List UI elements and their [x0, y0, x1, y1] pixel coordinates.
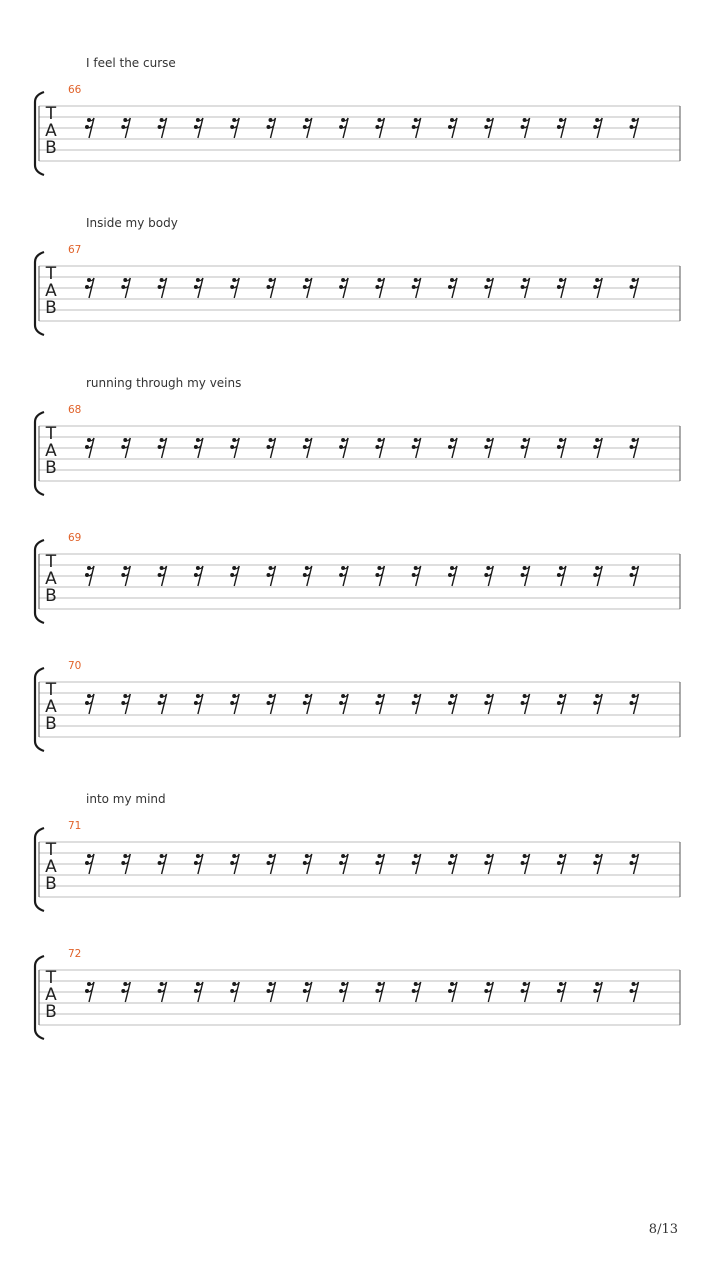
tab-clef-letter: A: [45, 121, 57, 141]
measure-number: 66: [68, 84, 82, 96]
tab-staff: [0, 662, 720, 792]
measure-number: 68: [68, 404, 82, 416]
lyric-line: running through my veins: [86, 376, 242, 390]
tab-clef-letter: B: [45, 714, 57, 734]
tab-staff: [0, 86, 720, 216]
lyric-line: into my mind: [86, 792, 166, 806]
tab-clef-letter: T: [45, 264, 57, 284]
page-number: 8/13: [648, 1222, 678, 1237]
tab-clef-letter: B: [45, 874, 57, 894]
tab-clef-letter: T: [45, 552, 57, 572]
tab-staff: [0, 822, 720, 952]
tab-clef-letter: T: [45, 424, 57, 444]
tab-clef-letter: T: [45, 680, 57, 700]
tab-clef-letter: T: [45, 968, 57, 988]
measure-number: 67: [68, 244, 82, 256]
measure-number: 69: [68, 532, 82, 544]
tab-clef-letter: B: [45, 586, 57, 606]
tab-clef-letter: B: [45, 458, 57, 478]
measure-number: 72: [68, 948, 82, 960]
lyric-line: Inside my body: [86, 216, 178, 230]
tab-staff: [0, 406, 720, 536]
tab-staff: [0, 534, 720, 664]
tab-clef-letter: A: [45, 281, 57, 301]
tab-clef-letter: B: [45, 1002, 57, 1022]
tab-clef-letter: T: [45, 104, 57, 124]
tab-clef-letter: A: [45, 441, 57, 461]
tab-clef-letter: A: [45, 985, 57, 1005]
measure-number: 71: [68, 820, 82, 832]
tab-clef-letter: B: [45, 298, 57, 318]
tab-staff: [0, 950, 720, 1080]
measure-number: 70: [68, 660, 82, 672]
tab-clef-letter: A: [45, 857, 57, 877]
tab-staff: [0, 246, 720, 376]
tab-clef-letter: A: [45, 569, 57, 589]
tab-clef-letter: T: [45, 840, 57, 860]
lyric-line: I feel the curse: [86, 56, 176, 70]
tab-clef-letter: A: [45, 697, 57, 717]
tab-clef-letter: B: [45, 138, 57, 158]
